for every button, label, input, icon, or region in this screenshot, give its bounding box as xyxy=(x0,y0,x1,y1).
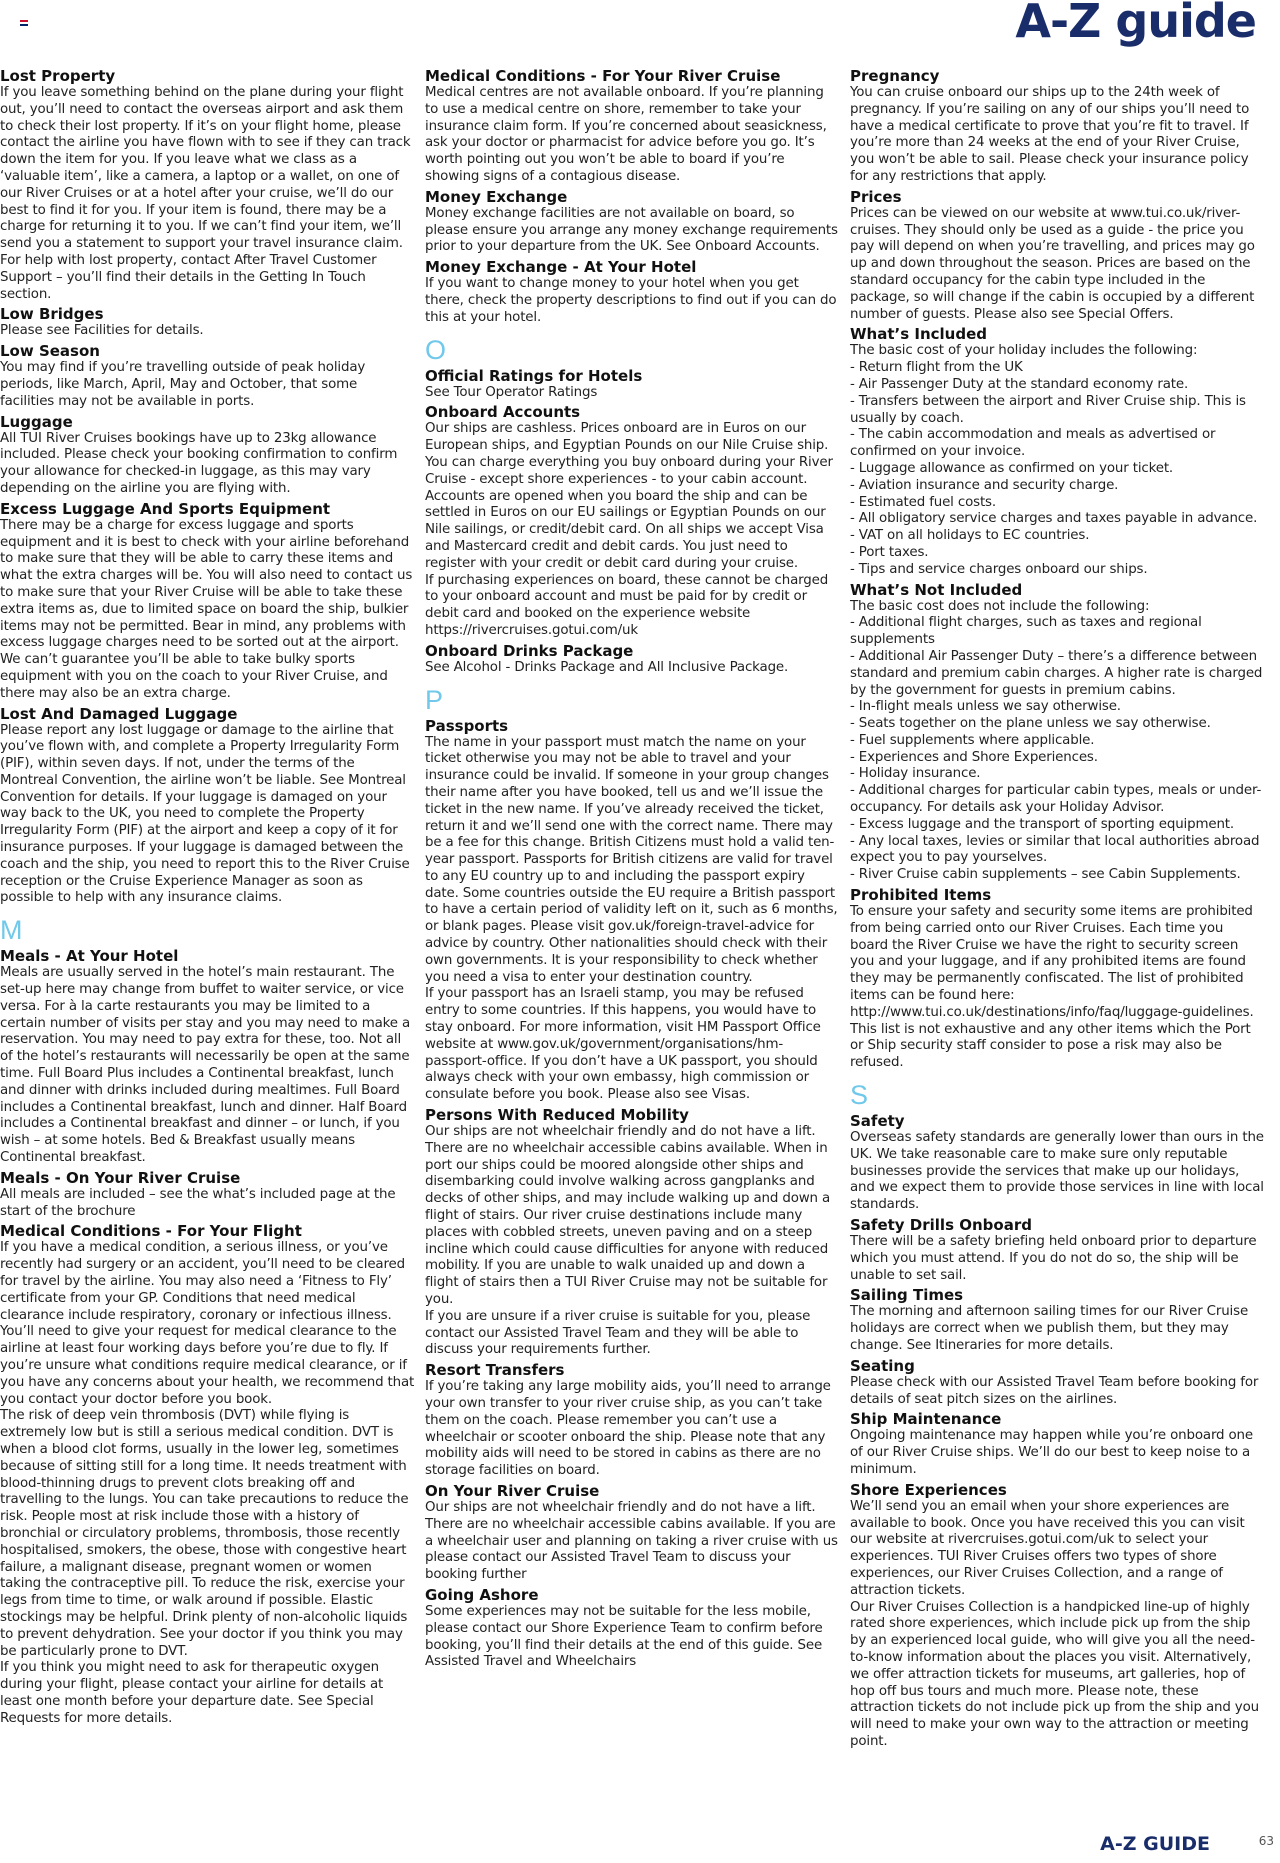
section-heading: Shore Experiences xyxy=(850,1480,1007,1499)
body-paragraph: If purchasing experiences on board, these cannot be charged to your onboard account and must be paid for by credit or debit card and booked on the experience website https://rivercruises.gotui.com/uk xyxy=(425,572,829,638)
body-paragraph: - Luggage allowance as confirmed on your ticket. xyxy=(850,460,1174,476)
section-heading: Money Exchange - At Your Hotel xyxy=(425,258,697,277)
column-2 xyxy=(425,65,840,1671)
body-paragraph: - Any local taxes, levies or similar that local authorities abroad expect you to pay yourselves. xyxy=(850,833,1260,866)
column-3 xyxy=(850,65,1265,1751)
body-paragraph: Please see Facilities for details. xyxy=(0,323,204,339)
body-paragraph: - All obligatory service charges and taxes payable in advance. xyxy=(850,511,1258,527)
body-paragraph: - Experiences and Shore Experiences. xyxy=(850,749,1098,765)
body-paragraph: You may find if you’re travelling outside of peak holiday periods, like March, April, May and October, that some facilities may not be available in ports. xyxy=(0,360,366,409)
body-paragraph: If you are unsure if a river cruise is suitable for you, please contact our Assisted Travel Team and they will be able to discuss your requirements further. xyxy=(425,1308,811,1358)
section-heading: Lost And Damaged Luggage xyxy=(0,704,238,723)
body-paragraph: Our River Cruises Collection is a handpicked line-up of highly rated shore experiences, which include pick up from the ship by an experienced local guide, who will give you all the need-to-know information about the places you visit. Alternatively, we offer attraction tickets for museums, art galleries, hop of hop off bus tours and much more. Please note, these attraction tickets do not include pick up from the ship and you will need to make your own way to the attraction or meeting point. xyxy=(850,1599,1259,1749)
body-paragraph: You can cruise onboard our ships up to the 24th week of pregnancy. If you’re sailing on any of our ships you’ll need to have a medical certificate to prove that you’re fit to travel. If you’re more than 24 weeks at the end of your River Cruise, you won’t be able to sail. Please check your insurance policy for any restrictions that apply. xyxy=(850,85,1250,184)
body-paragraph: - Aviation insurance and security charge. xyxy=(850,477,1119,493)
body-paragraph: See Tour Operator Ratings xyxy=(425,384,598,400)
body-paragraph: See Alcohol - Drinks Package and All Inclusive Package. xyxy=(425,659,789,675)
section-heading: Resort Transfers xyxy=(425,1361,565,1380)
section-heading: Safety Drills Onboard xyxy=(850,1216,1032,1235)
body-paragraph: - The cabin accommodation and meals as advertised or confirmed on your invoice. xyxy=(850,427,1216,460)
section-heading: Going Ashore xyxy=(425,1585,539,1604)
section-heading: Pregnancy xyxy=(850,67,940,85)
body-paragraph: Meals are usually served in the hotel’s main restaurant. The set-up here may change from buffet to waiter service, or vice versa. For à la carte restaurants you may be limited to a certain number of visits per stay and you may need to make a reservation. You may need to pay extra for these, too. Not all of the hotel’s restaurants will necessarily be open at the same time. Full Board Plus includes a Continental breakfast, lunch and dinner with drinks included during mealtimes. Full Board includes a Continental breakfast, lunch and dinner. Half Board includes a Continental breakfast and dinner – or lunch, if you wish – at some hotels. Bed & Breakfast usually means Continental breakfast. xyxy=(0,965,411,1166)
body-paragraph: Our ships are not wheelchair friendly and do not have a lift. There are no wheelchair accessible cabins available. If you are a wheelchair user and planning on taking a river cruise with us please contact our Assisted Travel Team to discuss your booking further xyxy=(425,1499,838,1583)
body-paragraph: - Seats together on the plane unless we say otherwise. xyxy=(850,716,1211,732)
section-heading: Passports xyxy=(425,716,509,735)
body-paragraph: There may be a charge for excess luggage and sports equipment and it is best to check with your airline beforehand to make sure that they will be able to carry these items and what the extra charges will be. You will also need to contact us to make sure that your River Cruise will be able to take these extra items as, due to limited space on board the ship, bulkier items may not be permitted. Bear in mind, any problems with excess luggage charges need to be sorted out at the airport. We can’t guarantee you’ll be able to take bulky sports equipment with you on the coach to your River Cruise, and there may also be an extra charge. xyxy=(0,517,413,701)
page-number: 63 xyxy=(1258,1834,1274,1848)
footer-label: A-Z GUIDE xyxy=(1100,1833,1210,1855)
body-paragraph: If you have a medical condition, a serious illness, or you’ve recently had surgery or an accident, you’ll need to be cleared for travel by the airline. You may also need a ‘Fitness to Fly’ certificate from your GP. Conditions that need medical clearance include respiratory, coronary or infectious illness. You’ll need to give your request for medical clearance to the airline at least four working days before you’re due to fly. If you’re unsure what conditions require medical clearance, or if you have any concerns about your health, we recommend that you contact your doctor before you book. xyxy=(0,1240,415,1407)
section-heading: Prohibited Items xyxy=(850,886,992,905)
section-letter: P xyxy=(425,684,444,715)
section-heading: Low Bridges xyxy=(0,305,104,324)
body-paragraph: Overseas safety standards are generally lower than ours in the UK. We take reasonable care to make sure only reputable businesses provide the services that make up our holidays, and we expect them to provide those services in line with local standards. xyxy=(850,1130,1264,1213)
body-paragraph: Our ships are not wheelchair friendly and do not have a lift. There are no wheelchair accessible cabins available. When in port our ships could be moored alongside other ships and disembarking could involve walking across gangplanks and decks of other ships, and may include walking up and down a flight of stairs. Our river cruise destinations include many places with cobbled streets, uneven paving and on a steep incline which could cause difficulties for anyone with reduced mobility. If you are unable to walk unaided up and down a flight of stairs then a TUI River Cruise may not be suitable for you. xyxy=(425,1124,831,1308)
body-paragraph: - In-flight meals unless we say otherwise. xyxy=(850,699,1121,715)
section-heading: Persons With Reduced Mobility xyxy=(425,1106,689,1125)
body-paragraph: Ongoing maintenance may happen while you’re onboard one of our River Cruise ships. We’ll do our best to keep noise to a minimum. xyxy=(850,1428,1253,1477)
body-paragraph: - Transfers between the airport and River Cruise ship. This is usually by coach. xyxy=(850,393,1246,426)
body-paragraph: The risk of deep vein thrombosis (DVT) while flying is extremely low but is still a serious medical condition. DVT is when a blood clot forms, usually in the lower leg, sometimes because of sitting still for a long time. It needs treatment with blood-thinning drugs to prevent clots breaking off and travelling to the lungs. You can take precautions to reduce the risk. People most at risk include those with a history of bronchial or circulatory problems, thrombosis, those recently hospitalised, smokers, the obese, those with congestive heart failure, a malignant disease, pregnant women or women taking the contraceptive pill. To reduce the risk, exercise your legs from time to time, or walk around if possible. Elastic stockings may be helpful. Drink plenty of non-alcoholic liquids to prevent dehydration. See your doctor if you think you may be particularly prone to DVT. xyxy=(0,1408,409,1659)
section-heading: Sailing Times xyxy=(850,1286,964,1305)
body-paragraph: - Additional charges for particular cabin types, meals or under-occupancy. For details ask your Holiday Advisor. xyxy=(850,783,1262,816)
section-heading: Medical Conditions - For Your River Cruise xyxy=(425,67,781,85)
section-heading: Meals - On Your River Cruise xyxy=(0,1168,241,1187)
column-1 xyxy=(0,65,415,1728)
section-heading: Onboard Accounts xyxy=(425,403,581,422)
body-paragraph: - Return flight from the UK xyxy=(850,360,1023,376)
body-paragraph: Medical centres are not available onboard. If you’re planning to use a medical centre on shore, remember to take your insurance claim form. If you’re concerned about seasickness, ask your doctor or pharmacist for advice before you go. It’s worth pointing out you won’t be able to board if you’re showing signs of a contagious disease. xyxy=(425,85,827,184)
body-paragraph: Our ships are cashless. Prices onboard are in Euros on our European ships, and Egyptian Pounds on our Nile Cruise ship. You can charge everything you buy onboard during your River Cruise - except shore experiences - to your cabin account. Accounts are opened when you board the ship and can be settled in Euros on our EU sailings or Egyptian Pounds on our Nile sailings, or credit/debit card. On all ships we accept Visa and Mastercard credit and debit cards. You just need to register with your credit or debit card during your cruise. xyxy=(425,421,833,571)
section-heading: Lost Property xyxy=(0,67,116,85)
body-paragraph: We’ll send you an email when your shore experiences are available to book. Once you have received this you can visit our website at rivercruises.gotui.com/uk to select your experiences. TUI River Cruises offers two types of shore experiences, our River Cruises Collection, and a range of attraction tickets. xyxy=(850,1498,1245,1598)
section-letter: S xyxy=(850,1080,869,1111)
body-paragraph: - Port taxes. xyxy=(850,544,929,560)
body-paragraph: If you’re taking any large mobility aids, you’ll need to arrange your own transfer to your river cruise ship, as you can’t take them on the coach. Please remember you can’t use a wheelchair or scooter onboard the ship. Please note that any mobility aids will need to be stored in cabins as there are no storage facilities on board. xyxy=(425,1379,831,1479)
section-heading: Money Exchange xyxy=(425,187,568,206)
body-paragraph: - Additional Air Passenger Duty – there’s a difference between standard and premium cabin charges. A higher rate is charged by the government for guests in premium cabins. xyxy=(850,648,1263,698)
flag-icon xyxy=(20,20,28,26)
body-paragraph: To ensure your safety and security some items are prohibited from being carried onto our River Cruises. Each time you board the River Cruise we have the right to security screen you and your luggage, and if any prohibited items are found they may be permanently confiscated. The list of prohibited items can be found here: http://www.tui.co.uk/destinations/info/faq/luggage-guidelines. This list is not exhaustive and any other items which the Port or Ship security staff consider to pose a risk may also be refused. xyxy=(850,904,1254,1071)
section-heading: Onboard Drinks Package xyxy=(425,641,634,660)
body-paragraph: All TUI River Cruises bookings have up to 23kg allowance included. Please check your booking confirmation to confirm your allowance for checked-in luggage, as this may vary depending on the airline you are flying with. xyxy=(0,430,398,496)
body-paragraph: - Air Passenger Duty at the standard economy rate. xyxy=(850,376,1189,392)
body-paragraph: If you want to change money to your hotel when you get there, check the property descriptions to find out if you can do this at your hotel. xyxy=(425,276,837,325)
body-paragraph: The basic cost of your holiday includes the following: xyxy=(850,343,1198,359)
body-paragraph: All meals are included – see the what’s included page at the start of the brochure xyxy=(0,1186,396,1219)
body-paragraph: - Fuel supplements where applicable. xyxy=(850,732,1095,748)
body-paragraph: Some experiences may not be suitable for the less mobile, please contact our Shore Experience Team to confirm before booking, you’ll find their details at the end of this guide. See Assisted Travel and Wheelchairs xyxy=(425,1603,823,1670)
body-paragraph: Money exchange facilities are not available on board, so please ensure you arrange any money exchange requirements prior to your departure from the UK. See Onboard Accounts. xyxy=(425,205,838,255)
body-paragraph: If you leave something behind on the plane during your flight out, you’ll need to contact the overseas airport and ask them to check their lost property. If it’s on your flight home, please contact the airline you have flown with to see if they can track down the item for you. If you leave what we class as a ‘valuable item’, like a camera, a laptop or a wallet, on one of our River Cruises or at a hotel after your cruise, we’ll do our best to find it for you. If your item is found, there may be a charge for returning it to you. If we can’t find your item, we’ll send you a statement to support your travel insurance claim. For help with lost property, contact After Travel Customer Support – you’ll find their details in the Getting In Touch section. xyxy=(0,85,411,302)
body-paragraph: - River Cruise cabin supplements – see Cabin Supplements. xyxy=(850,867,1241,883)
section-heading: What’s Not Included xyxy=(850,580,1023,599)
body-paragraph: - Additional flight charges, such as taxes and regional supplements xyxy=(850,615,1202,648)
body-paragraph: - VAT on all holidays to EC countries. xyxy=(850,528,1090,544)
section-heading: Excess Luggage And Sports Equipment xyxy=(0,499,331,518)
section-heading: On Your River Cruise xyxy=(425,1481,600,1500)
body-paragraph: There will be a safety briefing held onboard prior to departure which you must attend. If you do not do so, the ship will be unable to set sail. xyxy=(850,1234,1257,1283)
body-paragraph: Please check with our Assisted Travel Team before booking for details of seat pitch sizes on the airlines. xyxy=(850,1374,1259,1407)
body-paragraph: Please report any lost luggage or damage to the airline that you’ve flown with, and complete a Property Irregularity Form (PIF), within seven days. If not, under the terms of the Montreal Convention, the airline won’t be liable. See Montreal Convention for details. If your luggage is damaged on your way back to the UK, you need to complete the Property Irregularity Form (PIF) at the airport and keep a copy of it for insurance purposes. If your luggage is damaged between the coach and the ship, you need to report this to the River Cruise reception or the Cruise Experience Manager as soon as possible to help with any insurance claims. xyxy=(0,722,410,906)
body-paragraph: If your passport has an Israeli stamp, you may be refused entry to some countries. If this happens, you would have to stay onboard. For more information, visit HM Passport Office website at www.gov.uk/government/organisations/hm-passport-office. If you don’t have a UK passport, you should always check with your own embassy, high commission or consulate before you book. Please also see Visas. xyxy=(425,986,821,1103)
body-paragraph: The basic cost does not include the following: xyxy=(850,598,1150,614)
body-paragraph: - Estimated fuel costs. xyxy=(850,494,996,510)
body-paragraph: - Holiday insurance. xyxy=(850,766,981,782)
body-paragraph: - Tips and service charges onboard our ships. xyxy=(850,561,1148,577)
section-heading: Meals - At Your Hotel xyxy=(0,947,179,966)
section-heading: Low Season xyxy=(0,342,100,361)
body-paragraph: - Excess luggage and the transport of sporting equipment. xyxy=(850,816,1234,832)
page-title: A-Z guide xyxy=(1015,0,1256,48)
section-heading: Luggage xyxy=(0,412,73,431)
body-paragraph: The morning and afternoon sailing times for our River Cruise holidays are correct when we publish them, but they may change. See Itineraries for more details. xyxy=(850,1304,1249,1353)
section-letter: O xyxy=(425,334,447,365)
section-heading: Seating xyxy=(850,1356,915,1375)
body-paragraph: Prices can be viewed on our website at www.tui.co.uk/river-cruises. They should only be used as a guide - the price you pay will depend on when you’re travelling, and prices may go up and down throughout the season. Prices are based on the standard occupancy for the cabin type included in the package, so will change if the cabin is occupied by a different number of guests. Please also see Special Offers. xyxy=(850,205,1255,322)
section-heading: Medical Conditions - For Your Flight xyxy=(0,1222,302,1241)
section-heading: Ship Maintenance xyxy=(850,1410,1002,1429)
body-paragraph: If you think you might need to ask for therapeutic oxygen during your flight, please contact your airline for details at least one month before your departure date. See Special Requests for more details. xyxy=(0,1660,384,1726)
body-paragraph: The name in your passport must match the name on your ticket otherwise you may not be able to travel and your insurance could be invalid. If someone in your group changes their name after you have booked, tell us and we’ll issue the ticket in the new name. If you’ve already received the ticket, return it and we’ll send one with the correct name. There may be a fee for this change. British Citizens must hold a valid ten-year passport. Passports for British citizens are valid for travel to any EU country up to and including the passport expiry date. Some countries outside the EU require a British passport to have a certain period of validity left on it, such as 6 months, or blank pages. Please visit gov.uk/foreign-travel-advice for advice by country. Other nationalities should check with their own governments. It is your responsibility to check whether you need a visa to enter your destination country. xyxy=(425,734,838,985)
section-heading: Safety xyxy=(850,1112,905,1131)
section-heading: Prices xyxy=(850,187,902,206)
section-heading: What’s Included xyxy=(850,325,987,344)
section-heading: Official Ratings for Hotels xyxy=(425,366,643,385)
section-letter: M xyxy=(0,915,23,946)
